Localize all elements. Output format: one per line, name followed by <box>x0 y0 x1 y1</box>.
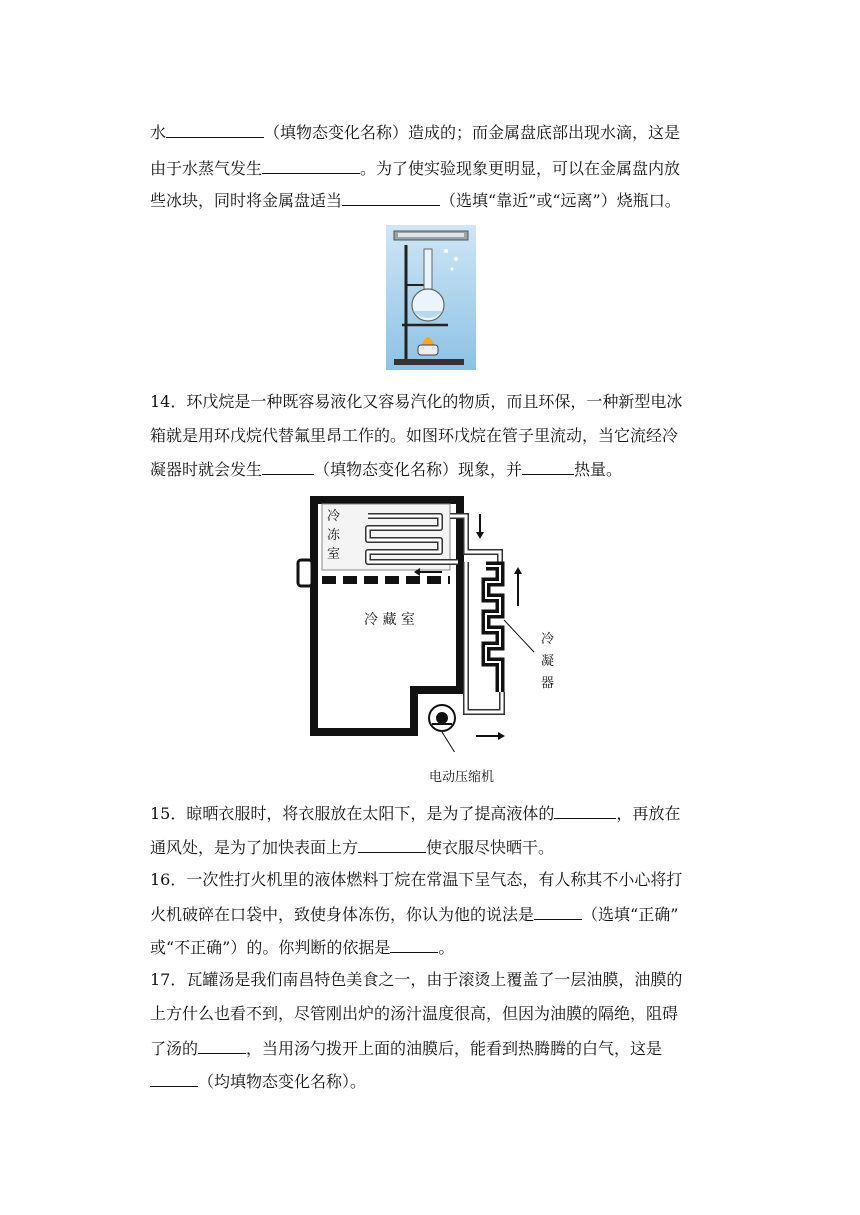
answer-blank[interactable] <box>198 1038 246 1054</box>
freezer-label <box>327 507 343 564</box>
text: （选填“靠近”或“远离”）烧瓶口。 <box>440 191 681 210</box>
q17-line-3 <box>150 1038 662 1059</box>
text: （填物态变化名称）现象，并 <box>314 460 523 479</box>
answer-blank[interactable] <box>522 459 574 475</box>
q14-line-3 <box>150 459 622 480</box>
text: 16．一次性打火机里的液体燃料丁烷在常温下呈气态，有人称其不小心将打 <box>150 870 683 889</box>
text: 了汤的 <box>150 1039 199 1058</box>
text: 由于水蒸气发生 <box>150 159 263 178</box>
label-char: 冷 <box>327 509 341 524</box>
text: 。为了使实验现象更明显，可以在金属盘内放 <box>360 159 681 178</box>
condenser-label <box>541 629 557 695</box>
q13-line-1 <box>150 122 680 143</box>
text: 上方什么也看不到，尽管刚出炉的汤汁温度很高，但因为油膜的隔绝，阻碍 <box>150 1004 679 1023</box>
label-char: 凝 <box>541 654 555 669</box>
answer-blank[interactable] <box>166 122 264 138</box>
label-char: 室 <box>327 547 341 562</box>
label-char: 器 <box>541 676 555 691</box>
q13-line-3 <box>150 190 681 211</box>
answer-blank[interactable] <box>554 803 616 819</box>
text: 些冰块，同时将金属盘适当 <box>150 191 343 210</box>
q17-line-2 <box>150 1004 678 1024</box>
q17-line-4 <box>150 1071 366 1092</box>
answer-blank[interactable] <box>342 190 440 206</box>
text: 17．瓦罐汤是我们南昌特色美食之一，由于滚烫上覆盖了一层油膜，油膜的 <box>150 970 683 989</box>
q17-line-1 <box>150 970 682 990</box>
q16-line-2 <box>150 904 678 925</box>
answer-blank[interactable] <box>358 837 426 853</box>
text: （均填物态变化名称）。 <box>198 1072 367 1091</box>
q16-line-3 <box>150 937 454 958</box>
text: 通风处，是为了加快表面上方 <box>150 838 359 857</box>
q14-line-1 <box>150 392 682 412</box>
q15-line-2 <box>150 837 554 858</box>
label-char: 冻 <box>327 528 341 543</box>
text: 箱就是用环戊烷代替氟里昂工作的。如图环戊烷在管子里流动，当它流经冷 <box>150 426 679 445</box>
text: （填物态变化名称）造成的；而金属盘底部出现水滴，这是 <box>264 123 681 142</box>
text: 。 <box>438 938 455 957</box>
answer-blank[interactable] <box>390 937 438 953</box>
flask-experiment-figure <box>386 225 476 370</box>
text: 或“不正确”）的。你判断的依据是 <box>150 938 391 957</box>
text: 14．环戊烷是一种既容易液化又容易汽化的物质，而且环保，一种新型电冰 <box>150 392 683 411</box>
text: 火机破碎在口袋中，致使身体冻伤，你认为他的说法是 <box>150 905 535 924</box>
answer-blank[interactable] <box>534 904 582 920</box>
text: 15．晾晒衣服时，将衣服放在太阳下，是为了提高液体的 <box>150 804 555 823</box>
text: ，再放在 <box>616 804 681 823</box>
q16-line-1 <box>150 870 682 890</box>
answer-blank[interactable] <box>262 459 314 475</box>
text: 凝器时就会发生 <box>150 460 263 479</box>
fridge-room-label: 冷 藏 室 <box>364 612 415 628</box>
label-char: 冷 <box>541 632 555 647</box>
q13-line-2 <box>150 158 680 179</box>
text: 水 <box>150 123 167 142</box>
text: 使衣服尽快晒干。 <box>426 838 555 857</box>
answer-blank[interactable] <box>262 158 360 174</box>
answer-blank[interactable] <box>150 1071 198 1087</box>
text: 热量。 <box>574 460 623 479</box>
q14-line-2 <box>150 426 678 446</box>
q15-line-1 <box>150 803 680 824</box>
compressor-label: 电动压缩机 <box>429 770 495 785</box>
text: （选填“正确” <box>582 905 679 924</box>
text: ，当用汤勺拨开上面的油膜后，能看到热腾腾的白气，这是 <box>246 1039 663 1058</box>
